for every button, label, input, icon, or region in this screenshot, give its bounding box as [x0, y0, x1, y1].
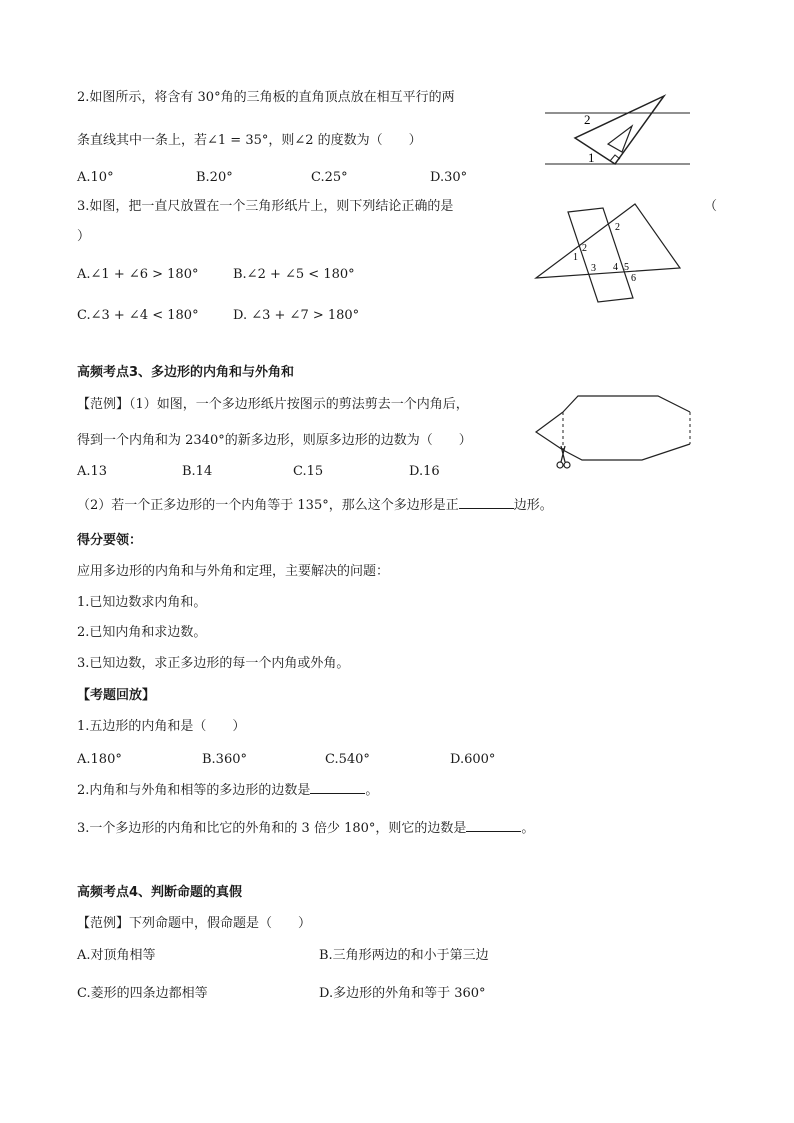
answer-blank	[459, 496, 514, 509]
answer-blank	[310, 781, 365, 794]
q2-fig-label-1: 1	[588, 150, 595, 165]
q3-fig-label-2: 2	[582, 243, 587, 254]
s4-option-a: A.对顶角相等	[77, 948, 156, 963]
q3-fig-label-4: 4	[613, 262, 618, 273]
review-q2-text: 2.内角和与外角和相等的多边形的边数是	[77, 783, 311, 798]
q3-line1: 3.如图，把一直尺放置在一个三角形纸片上，则下列结论正确的是	[77, 199, 454, 214]
tip-2: 2.已知内角和求边数。	[77, 625, 207, 640]
q3-option-d: D. ∠3 + ∠7 > 180°	[233, 308, 360, 323]
review-q3-text: 3.一个多边形的内角和比它的外角和的 3 倍少 180°，则它的边数是	[77, 821, 467, 836]
review-q1-option-b: B.360°	[202, 752, 247, 767]
section3-heading: 高频考点3、多边形的内角和与外角和	[77, 365, 295, 380]
q3-option-b: B.∠2 + ∠5 < 180°	[233, 267, 355, 282]
q3-fig-label-3: 3	[591, 263, 596, 274]
review-heading: 【考题回放】	[77, 688, 156, 703]
review-q1-option-d: D.600°	[450, 752, 496, 767]
s3-figure-polygon-cut	[530, 390, 700, 472]
q3-fig-label-5: 5	[624, 262, 629, 273]
s3-example2-text: （2）若一个正多边形的一个内角等于 135°，那么这个多边形是正	[77, 498, 459, 513]
tips-heading: 得分要领：	[77, 533, 143, 548]
s3-example1-option-d: D.16	[409, 464, 440, 479]
q3-fig-label-6: 6	[631, 273, 636, 284]
review-q2-suffix: 。	[365, 783, 379, 798]
q3-fig-label-1: 1	[573, 252, 578, 263]
s3-example2-suffix: 边形。	[513, 498, 553, 513]
tips-intro: 应用多边形的内角和与外角和定理，主要解决的问题：	[77, 564, 390, 579]
s4-option-d: D.多边形的外角和等于 360°	[319, 986, 486, 1001]
section4-heading: 高频考点4、判断命题的真假	[77, 885, 243, 900]
q2-option-b: B.20°	[196, 170, 233, 185]
q2-option-c: C.25°	[311, 170, 348, 185]
review-q1: 1.五边形的内角和是（ ）	[77, 719, 246, 734]
q2-option-a: A.10°	[77, 170, 114, 185]
review-q1-option-c: C.540°	[325, 752, 370, 767]
q3-option-a: A.∠1 + ∠6 > 180°	[77, 267, 199, 282]
s3-example1-option-a: A.13	[77, 464, 108, 479]
s3-example1-option-c: C.15	[293, 464, 324, 479]
q2-fig-label-2: 2	[584, 112, 591, 127]
q3-paren-close: ）	[77, 229, 91, 244]
q2-figure-triangle-ruler	[540, 88, 700, 173]
q2-line1: 2.如图所示，将含有 30°角的三角板的直角顶点放在相互平行的两	[77, 90, 455, 105]
tip-3: 3.已知边数，求正多边形的每一个内角或外角。	[77, 656, 350, 671]
s4-example: 【范例】下列命题中，假命题是（ ）	[77, 916, 312, 931]
review-q3-suffix: 。	[521, 821, 535, 836]
s3-example1-line1: 【范例】（1）如图，一个多边形纸片按图示的剪法剪去一个内角后，	[77, 397, 469, 412]
q2-line2: 条直线其中一条上，若∠1 = 35°，则∠2 的度数为（ ）	[77, 133, 422, 148]
answer-blank	[466, 819, 521, 832]
q3-paren-open: （	[704, 199, 718, 214]
s4-option-c: C.菱形的四条边都相等	[77, 986, 208, 1001]
q2-option-d: D.30°	[430, 170, 468, 185]
review-q3	[77, 819, 534, 838]
s3-example2	[77, 496, 553, 515]
tip-1: 1.已知边数求内角和。	[77, 595, 207, 610]
review-q2	[77, 781, 378, 800]
q3-figure-ruler-on-triangle	[530, 198, 690, 313]
q3-option-c: C.∠3 + ∠4 < 180°	[77, 308, 199, 323]
s3-example1-line2: 得到一个内角和为 2340°的新多边形，则原多边形的边数为（ ）	[77, 433, 472, 448]
review-q1-option-a: A.180°	[77, 752, 122, 767]
q3-fig-label-7: 2	[615, 222, 620, 233]
s4-option-b: B.三角形两边的和小于第三边	[319, 948, 489, 963]
s3-example1-option-b: B.14	[182, 464, 213, 479]
